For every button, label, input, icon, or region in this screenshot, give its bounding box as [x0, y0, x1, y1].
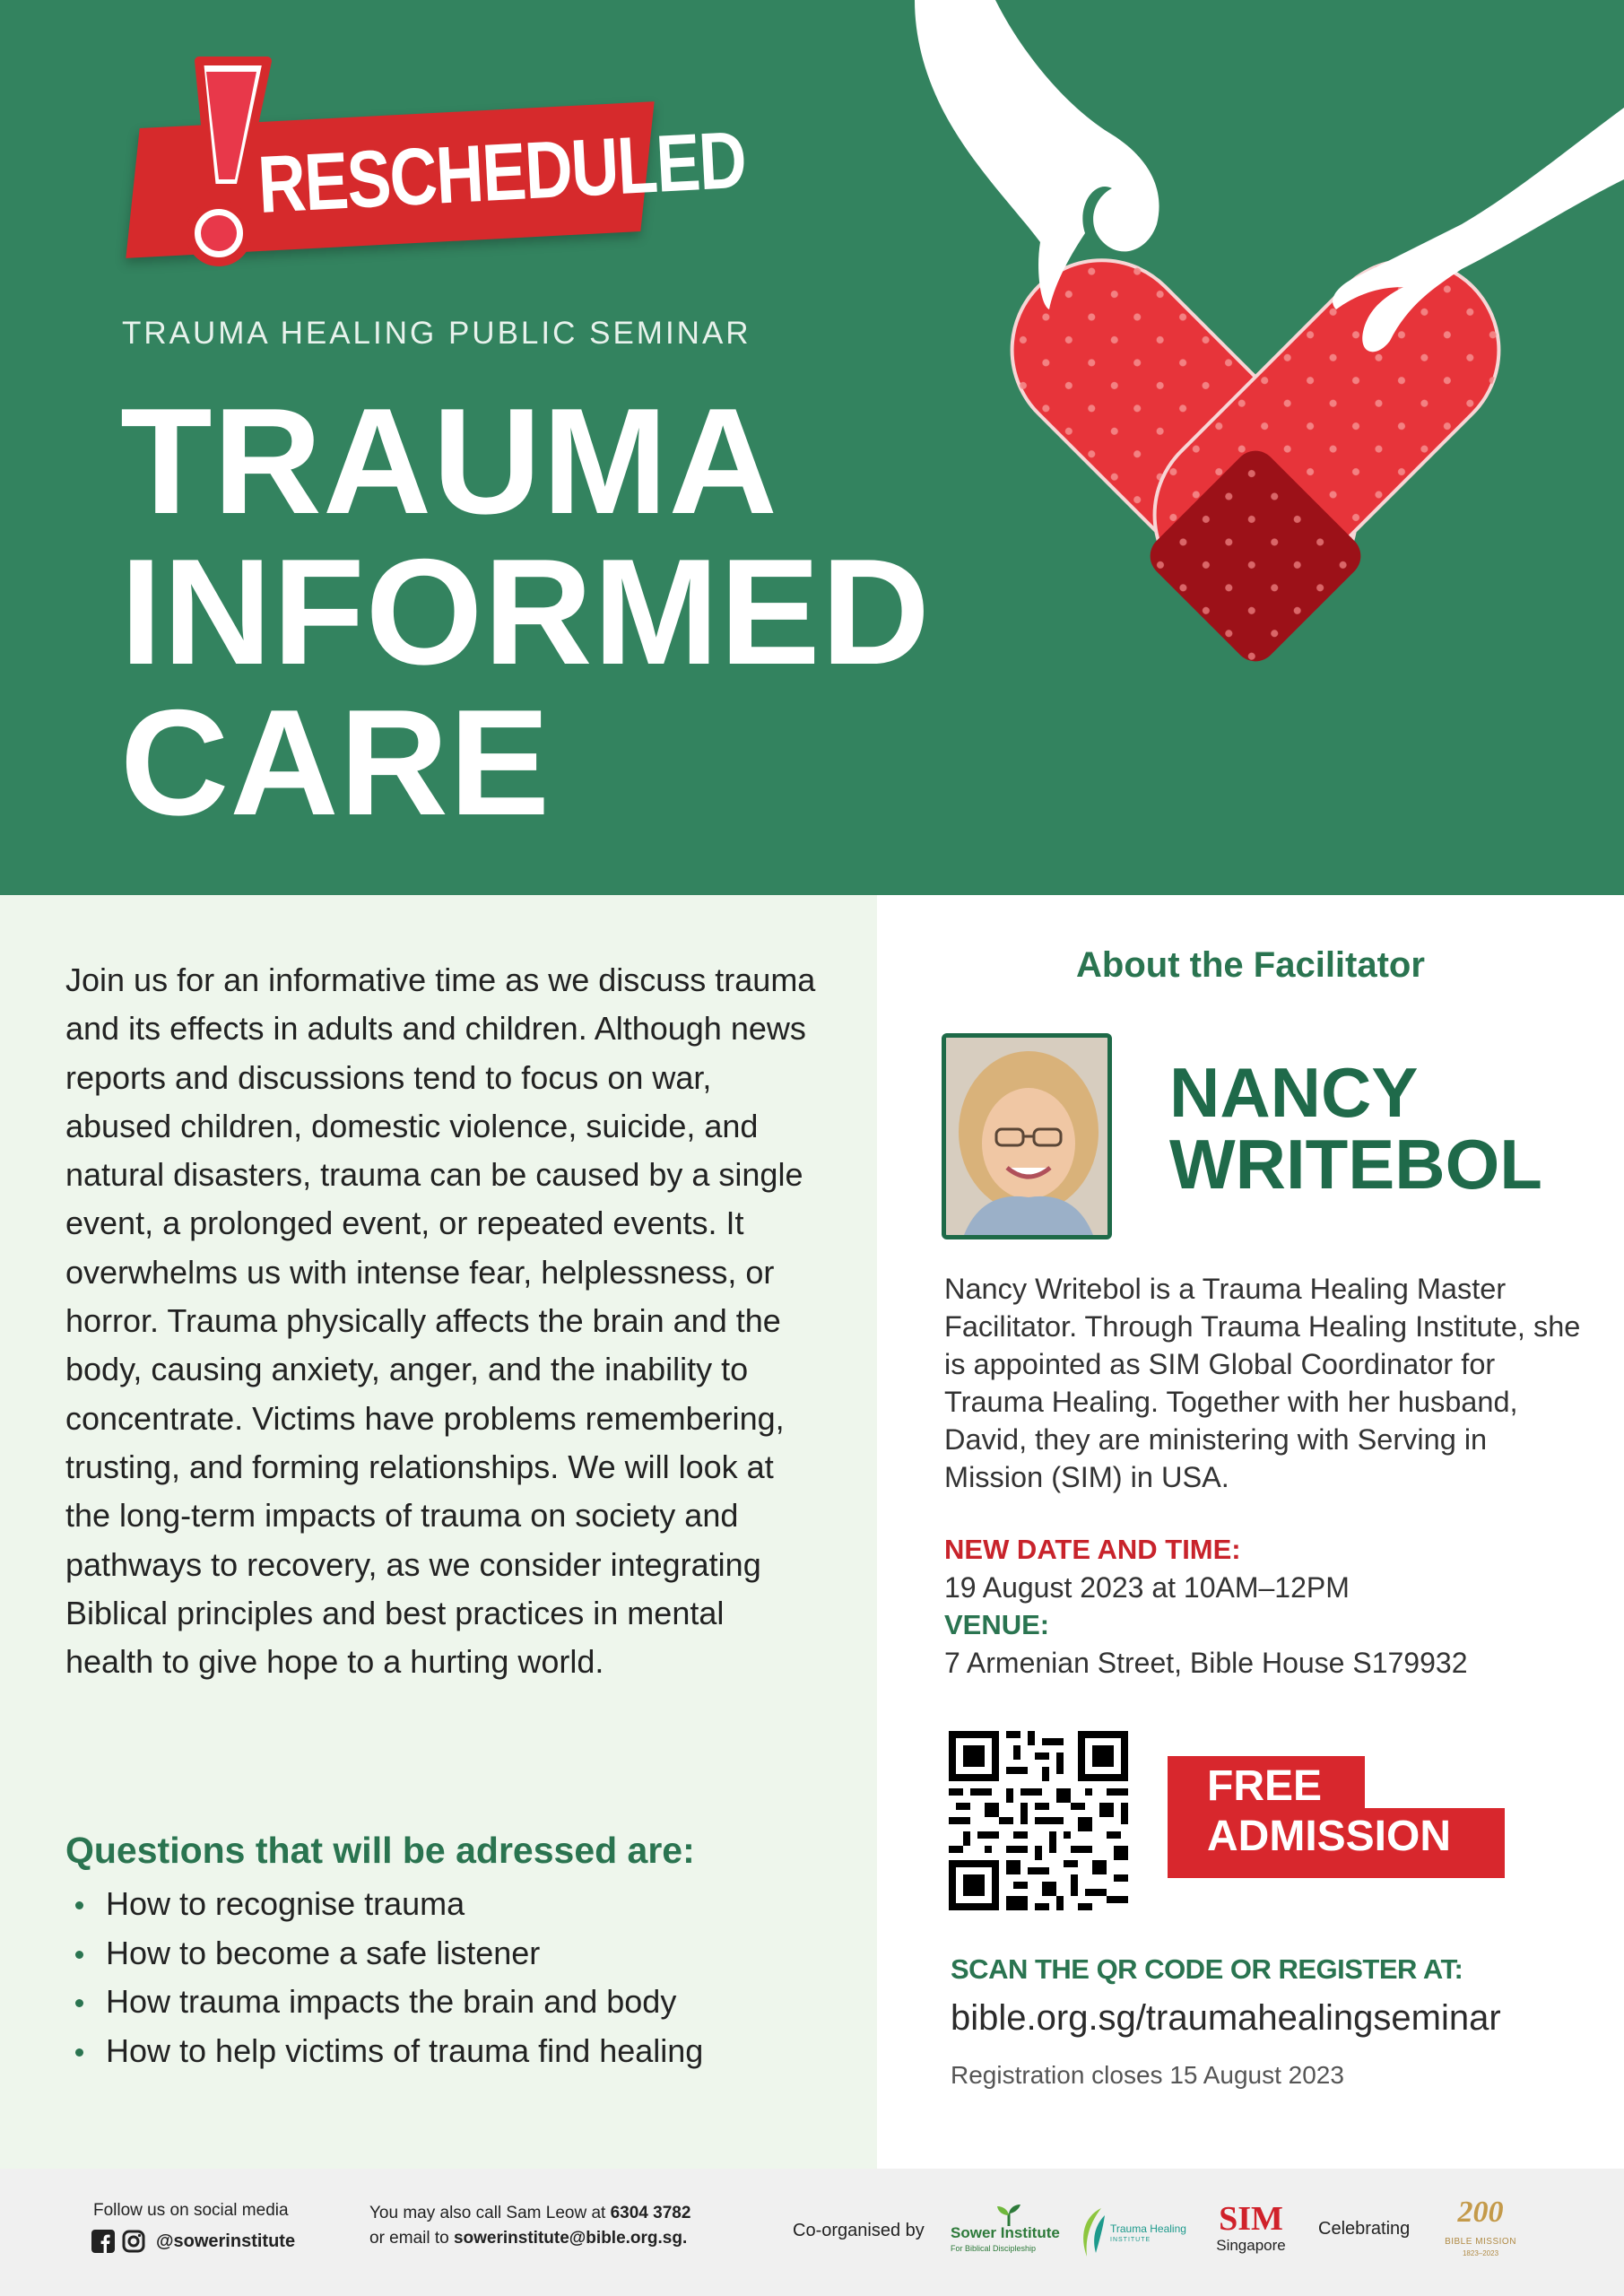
- list-item: How trauma impacts the brain and body: [106, 1978, 703, 2027]
- list-item: How to become a safe listener: [106, 1929, 703, 1979]
- date-label: NEW DATE AND TIME:: [944, 1534, 1241, 1565]
- registration-link[interactable]: bible.org.sg/traumahealingseminar: [951, 1998, 1501, 2038]
- th-sub: INSTITUTE: [1110, 2237, 1151, 2243]
- trauma-healing-institute-logo: [1078, 2203, 1194, 2262]
- sower-tagline: For Biblical Discipleship: [951, 2244, 1037, 2253]
- venue-label: VENUE:: [944, 1609, 1050, 1640]
- intro-paragraph: Join us for an informative time as we discuss trauma and its effects in adults and children. Although news reports and discussions tend to focus on war, abused children, domestic violence, suicide, and natural disasters, trauma can be caused by a single event, a prolonged event, or repeated events. It overwhelms us with intense fear, helplessness, or horror. Trauma physically affects the brain and the body, causing anxiety, anger, and the inability to concentrate. Victims have problems remembering, trusting, and forming relationships. We will look at the long-term impacts of trauma on society and pathways to recovery, as we consider integrating Biblical principles and best practices in mental health to give hope to a hurting world.: [65, 961, 816, 1681]
- follow-label: Follow us on social media: [93, 2201, 289, 2220]
- social-links: [91, 2230, 295, 2253]
- facebook-icon[interactable]: [91, 2230, 115, 2253]
- sim-singapore-logo: [1211, 2201, 1291, 2264]
- title-line: INFORMED: [120, 527, 931, 696]
- date-value: 19 August 2023 at 10AM–12PM: [944, 1571, 1350, 1604]
- portrait-icon: [946, 1038, 1107, 1235]
- footer: [0, 2169, 1624, 2296]
- name-line: WRITEBOL: [1169, 1125, 1542, 1204]
- name-line: NANCY: [1169, 1053, 1419, 1132]
- anniversary-name: BIBLE MISSION: [1445, 2237, 1516, 2247]
- leaf-icon: [1078, 2206, 1107, 2258]
- sprout-icon: [995, 2205, 1022, 2226]
- venue-value: 7 Armenian Street, Bible House S179932: [944, 1647, 1468, 1679]
- facilitator-panel: [877, 895, 1624, 2169]
- hero-banner: [0, 0, 1624, 895]
- contact-info: [369, 2201, 690, 2251]
- questions-list: [106, 1880, 703, 2075]
- coorganised-label: Co-organised by: [793, 2221, 925, 2240]
- th-name: Trauma Healing: [1110, 2222, 1186, 2235]
- register-cta: SCAN THE QR CODE OR REGISTER AT:: [951, 1953, 1463, 1985]
- bandage-heart-illustration: [888, 0, 1624, 895]
- registration-deadline: Registration closes 15 August 2023: [951, 2061, 1344, 2089]
- sower-name: Sower Institute: [951, 2224, 1060, 2241]
- page-title: [120, 377, 931, 847]
- title-line: CARE: [120, 678, 551, 847]
- bible-mission-200-logo: [1431, 2192, 1530, 2274]
- call-text: You may also call Sam Leow at: [369, 2204, 611, 2222]
- instagram-icon[interactable]: [122, 2230, 145, 2253]
- facilitator-section-title: About the Facilitator: [1076, 945, 1425, 985]
- anniversary-number: 200: [1457, 2196, 1504, 2229]
- list-item: How to help victims of trauma find healing: [106, 2027, 703, 2076]
- free-admission-badge: [1168, 1756, 1505, 1878]
- social-handle[interactable]: @sowerinstitute: [156, 2231, 296, 2251]
- admission-line: FREE: [1207, 1762, 1323, 1810]
- phone-number[interactable]: 6304 3782: [610, 2204, 691, 2222]
- sim-sub: Singapore: [1216, 2237, 1286, 2254]
- facilitator-bio: Nancy Writebol is a Trauma Healing Master Facilitator. Through Trauma Healing Institute, she is appointed as SIM Global Coordinator for Trauma Healing. Together with her husband, David, they are ministering with Serving in Mission (SIM) in USA.: [944, 1273, 1581, 1493]
- facilitator-photo: [942, 1033, 1112, 1239]
- admission-line: ADMISSION: [1207, 1813, 1452, 1860]
- anniversary-years: 1823–2023: [1462, 2249, 1499, 2257]
- seminar-eyebrow: TRAUMA HEALING PUBLIC SEMINAR: [122, 316, 751, 351]
- seminar-description-panel: [0, 895, 877, 2169]
- badge-label: RESCHEDULED: [256, 115, 748, 230]
- celebrating-label: Celebrating: [1318, 2219, 1411, 2239]
- facilitator-name: [1169, 1053, 1542, 1204]
- email-text: or email to: [369, 2229, 454, 2248]
- email-link[interactable]: sowerinstitute@bible.org.sg.: [453, 2229, 688, 2248]
- sim-name: SIM: [1219, 2200, 1283, 2238]
- list-item: How to recognise trauma: [106, 1880, 703, 1929]
- rescheduled-badge: [117, 54, 748, 269]
- sower-institute-logo: [951, 2205, 1067, 2260]
- registration-qr-code[interactable]: [949, 1731, 1128, 1910]
- title-line: TRAUMA: [120, 377, 778, 545]
- questions-heading: Questions that will be adressed are:: [65, 1830, 695, 1871]
